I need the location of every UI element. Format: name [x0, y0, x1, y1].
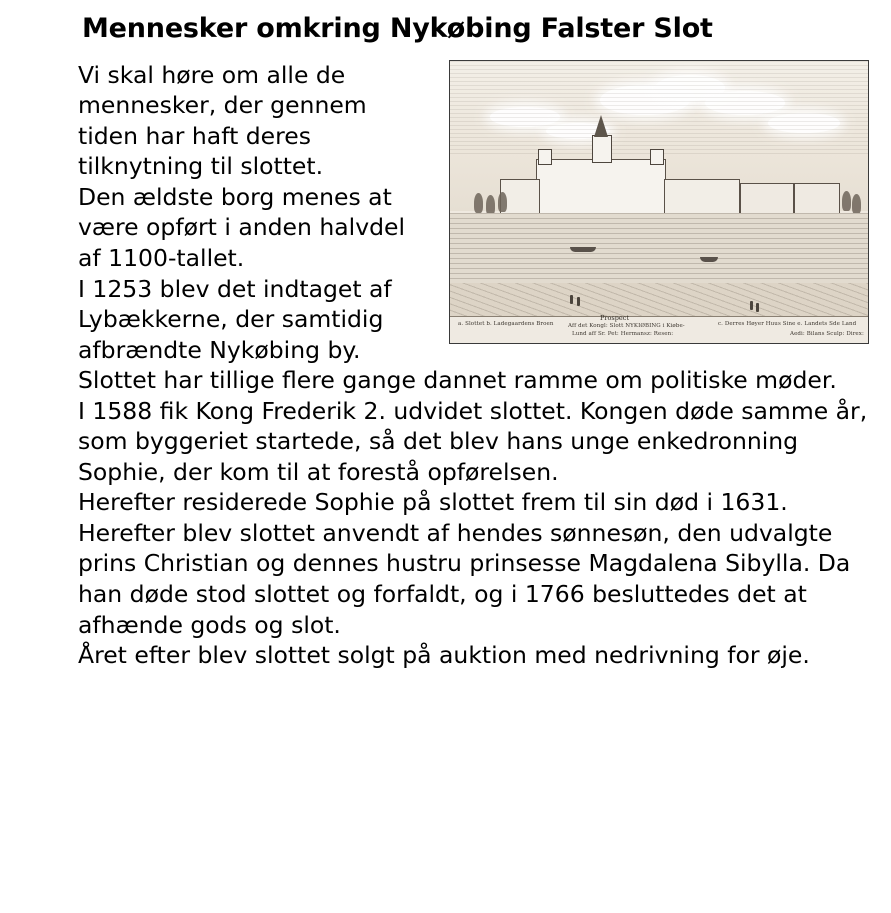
castle-corner-tower-left: [538, 149, 552, 165]
tree-shape: [486, 195, 495, 215]
paragraph: Herefter residerede Sophie på slottet frem til sin død i 1631.: [78, 488, 788, 517]
castle-central-tower: [592, 135, 612, 163]
castle-east-wing: [664, 179, 740, 217]
engraving-caption-right-line2: Aedi: Bilans Sculp: Direx:: [790, 330, 864, 337]
boat-shape: [700, 257, 718, 262]
paragraph: Den ældste borg menes at være opført i anden halvdel af 1100-tallet.: [78, 182, 406, 272]
tree-shape: [498, 192, 507, 212]
castle-spire: [594, 115, 608, 137]
document-body: [78, 60, 869, 671]
person-figure: [570, 295, 573, 304]
tree-shape: [852, 194, 861, 214]
page-title: Mennesker omkring Nykøbing Falster Slot: [82, 13, 713, 44]
paragraph: I 1253 blev det indtaget af Lybækkerne, der samtidig afbrændte Nykøbing by.: [78, 274, 392, 364]
engraving-foreground-shore: [450, 283, 868, 317]
person-figure: [756, 303, 759, 312]
paragraph: Slottet har tillige flere gange dannet ramme om politiske møder.: [78, 366, 837, 395]
engraving-caption-left: a. Slottet b. Ladegaardens Broen: [458, 320, 554, 327]
person-figure: [750, 301, 753, 310]
person-figure: [577, 297, 580, 306]
engraving-caption-center-line3: Lund aff Sr. Pet: Hermansz: Resen:: [572, 330, 674, 337]
paragraph: Året efter blev slottet solgt på auktion med nedrivning for øje.: [78, 641, 810, 670]
engraving-caption-center-line1: Prospect: [600, 314, 629, 323]
castle-corner-tower-right: [650, 149, 664, 165]
engraving-caption-right-line1: c. Derres Høyer Huus Sine e. Landets Sde Land: [718, 320, 857, 327]
town-buildings: [740, 183, 794, 217]
town-buildings: [794, 183, 840, 217]
engraving-caption-center-line2: Aff det Kongl: Slott NYKIØBING i Kiøbe-: [568, 322, 685, 329]
paragraph: Vi skal høre om alle de mennesker, der gennem tiden har haft deres tilknytning til slottet.: [78, 60, 367, 181]
castle-main-building: [536, 159, 666, 217]
tree-shape: [474, 193, 483, 213]
engraving-water: [450, 213, 868, 283]
engraving-sky-hatching: [450, 61, 868, 157]
boat-shape: [570, 247, 596, 252]
paragraph: Herefter blev slottet anvendt af hendes sønnesøn, den udvalgte prins Christian og dennes hustru prinsesse Magdalena Sibylla. Da han døde stod slottet og forfaldt, og i 1766 besluttedes det at afhænde gods og slot.: [78, 518, 851, 639]
historic-engraving-nykobing-falster-castle: [449, 60, 869, 344]
tree-shape: [842, 191, 851, 211]
paragraph: I 1588 fik Kong Frederik 2. udvidet slottet. Kongen døde samme år, som byggeriet startede, så det blev hans unge enkedronning Sophie, der kom til at forestå opførelsen.: [78, 396, 868, 486]
